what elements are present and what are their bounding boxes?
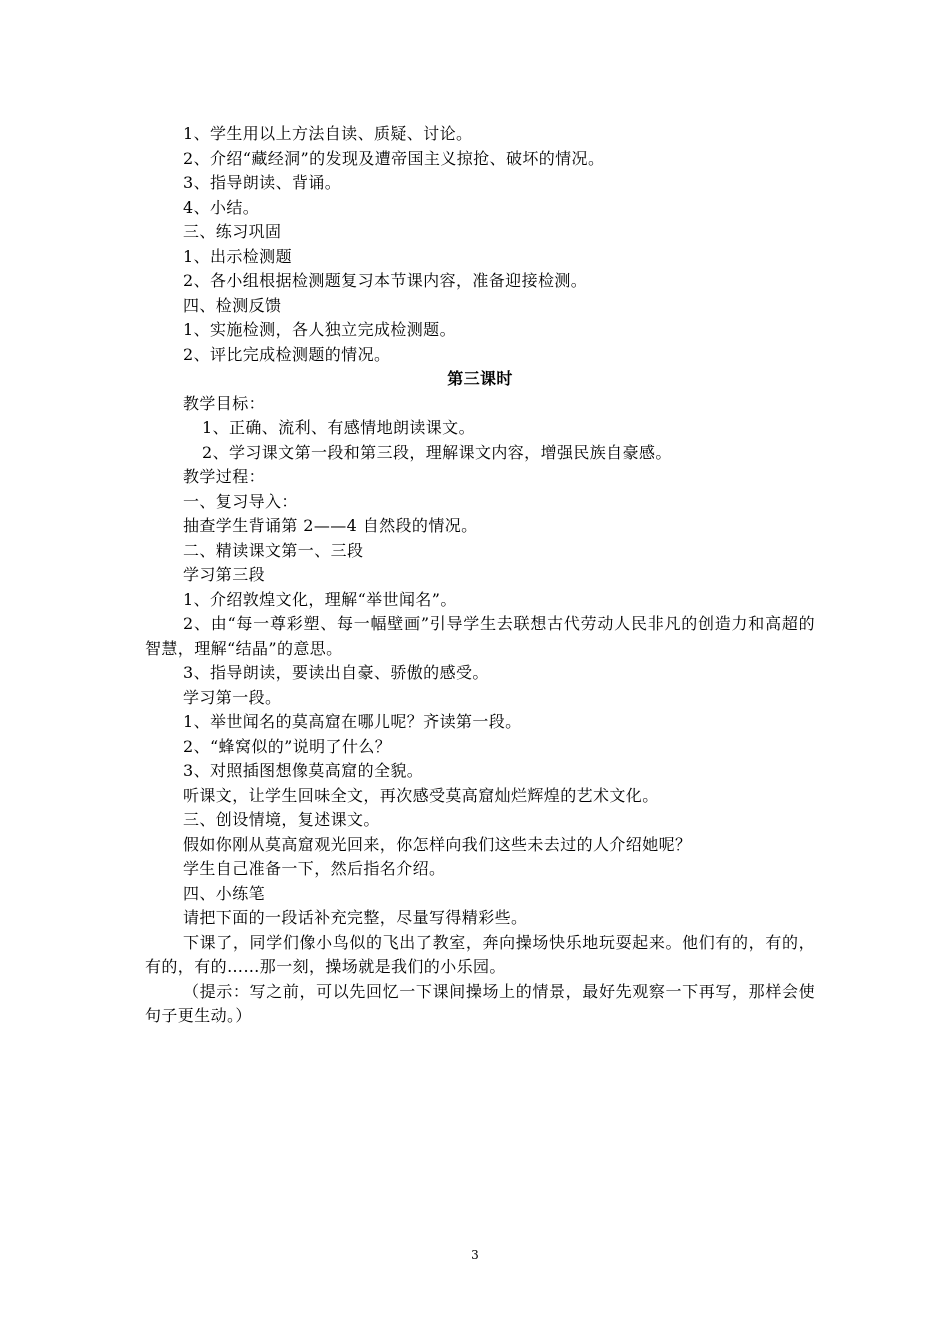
text-paragraph: （提示：写之前，可以先回忆一下课间操场上的情景，最好先观察一下再写，那样会使句子更生动。）	[145, 981, 815, 1025]
subsection-label: 学习第一段。	[183, 687, 282, 707]
text-line: 1、学生用以上方法自读、质疑、讨论。	[183, 124, 473, 143]
text-line: 假如你刚从莫高窟观光回来，你怎样向我们这些未去过的人介绍她呢？	[183, 834, 692, 854]
goal-item: 2、学习课文第一段和第三段，理解课文内容，增强民族自豪感。	[202, 442, 672, 462]
section-heading: 三、创设情境，复述课文。	[183, 810, 380, 829]
text-line: 3、对照插图想像莫高窟的全貌。	[183, 761, 424, 780]
text-line: 1、举世闻名的莫高窟在哪儿呢？齐读第一段。	[183, 712, 522, 731]
text-line: 请把下面的一段话补充完整，尽量写得精彩些。	[183, 908, 528, 927]
section-heading: 四、小练笔	[183, 883, 266, 903]
text-line: 2、介绍“藏经洞”的发现及遭帝国主义掠抢、破坏的情况。	[183, 148, 605, 168]
subsection-label: 学习第三段	[183, 565, 266, 584]
page-number: 3	[471, 1248, 479, 1262]
text-line: 3、指导朗读，要读出自豪、骄傲的感受。	[183, 663, 489, 682]
text-line: 1、出示检测题	[183, 246, 292, 266]
text-line: 2、“蜂窝似的”说明了什么？	[183, 736, 392, 756]
process-label: 教学过程：	[183, 467, 266, 486]
page-content	[145, 122, 815, 1029]
goal-item: 1、正确、流利、有感情地朗读课文。	[202, 418, 475, 437]
section-heading: 一、复习导入：	[183, 491, 298, 511]
text-line: 1、介绍敦煌文化，理解“举世闻名”。	[183, 589, 457, 609]
text-line: 2、各小组根据检测题复习本节课内容，准备迎接检测。	[183, 271, 588, 290]
text-line: 学生自己准备一下，然后指名介绍。	[183, 859, 446, 878]
goals-label: 教学目标：	[183, 393, 266, 413]
text-line: 听课文，让学生回味全文，再次感受莫高窟灿烂辉煌的艺术文化。	[183, 785, 659, 805]
section-heading: 二、精读课文第一、三段	[183, 540, 364, 560]
text-line: 2、评比完成检测题的情况。	[183, 344, 391, 364]
section-heading: 三、练习巩固	[183, 222, 282, 241]
text-line: 3、指导朗读、背诵。	[183, 173, 342, 192]
section-heading: 四、检测反馈	[183, 295, 282, 315]
text-line: 1、实施检测，各人独立完成检测题。	[183, 320, 456, 339]
text-paragraph: 下课了，同学们像小鸟似的飞出了教室，奔向操场快乐地玩耍起来。他们有的，有的，有的，有的……那一刻，操场就是我们的小乐园。	[145, 932, 815, 976]
text-paragraph: 2、由“每一尊彩塑、每一幅壁画”引导学生去联想古代劳动人民非凡的创造力和高超的智慧，理解“结晶”的意思。	[145, 614, 815, 658]
text-line: 抽查学生背诵第 2——4 自然段的情况。	[183, 516, 478, 535]
text-line: 4、小结。	[183, 197, 260, 217]
lesson-title: 第三课时	[447, 369, 513, 388]
